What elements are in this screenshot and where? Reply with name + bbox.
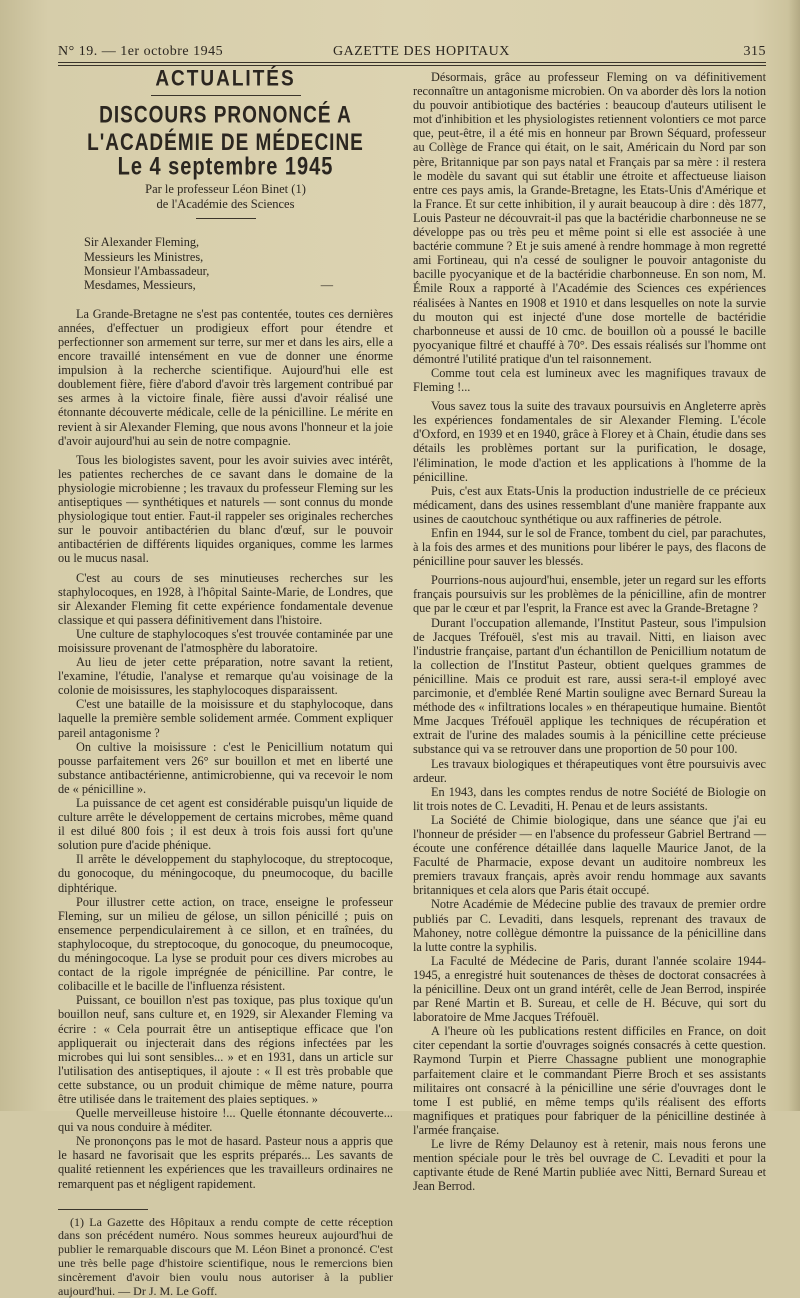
- end-rule: [540, 1068, 630, 1069]
- paragraph: Désormais, grâce au professeur Fleming on va définitivement reconnaître un antagonisme microbien. On va aborder dès lors la notion du pouvoir antibiotique des bactéries : beaucoup d'auteurs utilisent le mot d'inhibition et les physiologistes retiennent volontiers ce mot parce que, peut-être, il a été mis en honneur par Brown Séquard, professeur au Collège de France qui était, on le sait, Américain du Nord par son père, Britannique par son pays natal et Français par sa mère : il restera le modèle du savant qui sut établir une étroite et affectueuse liaison entre ces pays amis, la Grande-Bretagne, les Etats-Unis d'Amérique et la France. Et sur cette inhibition, il y aurait beaucoup à dire : dès 1877, Louis Pasteur ne découvrait-il pas que la bactéridie charbonneuse ne se développe pas ou très peu et même point si elle est associée à une bactérie commune ? Et je suis amené à rendre hommage à mon regretté ami Fortineau, qui n'a cessé de souligner le pouvoir antagoniste du bacille pyocyanique et de la bactéridie charbonneuse. En son nom, M. Émile Roux a rapporté à l'Académie des Sciences ces expériences réalisées à Nantes en 1908 et 1910 et dans lesquelles on note la survie du mouton qui est injecté d'une dose mortelle de bactéridie charbonneuse et aussi de 10 cmc. de bouillon où a poussé le bacille pyocyanique filtré et chauffé à 70°. Des essais réalisés sur l'homme ont démontré l'utilité pratique d'un tel raisonnement.: [413, 70, 766, 366]
- paragraph: Puis, c'est aux Etats-Unis la production industrielle de ce précieux médicament, dans des usines ressemblant d'une manière frappante aux usines de caoutchouc synthétique ou aux raffineries de pétrole.: [413, 483, 766, 526]
- header-rule-double: [58, 65, 766, 66]
- speech-date: Le 4 septembre 1945: [117, 153, 334, 181]
- byline-affiliation: de l'Académie des Sciences: [156, 197, 295, 212]
- byline-author: Par le professeur Léon Binet (1): [145, 182, 306, 197]
- salutation-line: Sir Alexander Fleming,: [84, 235, 200, 250]
- paragraph: Les travaux biologiques et thérapeutiques vont être poursuivis avec ardeur.: [413, 756, 766, 785]
- scan-edge-shadow: [788, 0, 800, 1111]
- paragraph: Durant l'occupation allemande, l'Institut Pasteur, sous l'impulsion de Jacques Tréfouël, s'est mis au travail. Nitti, en liaison avec l'industrie française, partant d'un échantillon de Penicillium notatum de la collection de l'Institut Pasteur, obtient quelques grammes de pénicilline. Mais ce produit est rare, aussi sera-t-il employé avec parcimonie, et d'emblée René Martin souligne avec Bernard Sureau la méthode des « infiltrations locales » en thérapeutique humaine. Bientôt Mme Jacques Tréfouël applique les techniques de récupération et extrait de l'urine des malades soumis à la pénicilline cette précieuse substance qui va se retrouver dans une proportion de 50 pour 100.: [413, 615, 766, 757]
- paragraph: Tous les biologistes savent, pour les avoir suivies avec intérêt, les patientes recherches de ce savant dans le domaine de la physiologie microbienne ; les travaux du professeur Fleming sur les antiseptiques — synthétiques et naturels — sont connus du monde physiologique tout entier. Faut-il rappeler ses originales recherches sur le pouvoir antibactérien du blanc d'œuf, sur le pouvoir antibactérien de différents liquides organiques, comme les larmes ou le mucus nasal.: [58, 452, 393, 566]
- running-header: [58, 44, 766, 64]
- paragraph: La Société de Chimie biologique, dans une séance que j'ai eu l'honneur de présider — en l'absence du professeur Gabriel Bertrand — écoute une conférence détaillée dans laquelle Maurice Janot, de la Faculté de Pharmacie, expose devant un auditoire nombreux les premiers travaux français, après avoir rendu hommage aux savants britanniques et cela alors que Paris était occupé.: [413, 812, 766, 898]
- paragraph: A l'heure où les publications restent difficiles en France, on doit citer cependant la sortie d'ouvrages soignés consacrés à cette question. Raymond Turpin et Pierre Chassagne publient une monographie parfaitement claire et le commandant Pierre Broch et ses assistants militaires ont consacré à la pénicilline une série d'ouvrages dont le tome I est publié, en même temps qu'ils réalisent des efforts magnifiques et pratiques pour fabriquer de la pénicilline destinée à l'armée française.: [413, 1024, 766, 1137]
- salutation-line: Messieurs les Ministres,: [84, 249, 204, 264]
- salutation-line: Mesdames, Messieurs, —: [84, 278, 333, 293]
- paragraph: Notre Académie de Médecine publie des travaux de premier ordre publiés par C. Levaditi, dans lesquels, reprenant des travaux de Mahoney, notre collègue démontre la puissance de la pénicilline dans la lutte contre la syphilis.: [413, 897, 766, 954]
- salutation: [58, 235, 393, 293]
- paragraph: C'est au cours de ses minutieuses recherches sur les staphylocoques, en 1928, à l'hôpital Sainte-Marie, de Londres, que sir Alexander Fleming fit cette expérience fondamentale devenue classique et qui passera définitivement dans l'histoire.: [58, 570, 393, 627]
- page-number: 315: [743, 44, 766, 59]
- paragraph: Pourrions-nous aujourd'hui, ensemble, jeter un regard sur les efforts français poursuivis sur les problèmes de la pénicilline, afin de montrer que par le cœur et par l'esprit, la France est avec la Grande-Bretagne ?: [413, 573, 766, 616]
- paragraph: La Grande-Bretagne ne s'est pas contentée, toutes ces dernières années, d'effectuer un prodigieux effort pour étendre et perfectionner son armement sur terre, sur mer et dans les airs, elle a encore travaillé intensément en vue de donner une énorme impulsion à la recherche scientifique. Aujourd'hui elle est doublement fière, fière d'abord d'avoir très largement contribué par ses armes à la victoire finale, fière aussi d'avoir réalisé une étonnante découverte médicale, celle de la pénicilline. Le mérite en revient à sir Alexander Fleming, que nous avons l'honneur et la joie d'avoir aujourd'hui au sein de notre compagnie.: [58, 306, 393, 448]
- footnote: [58, 1216, 393, 1298]
- paragraph: La Faculté de Médecine de Paris, durant l'année scolaire 1944-1945, a enregistré huit soutenances de thèses de doctorat consacrées à la pénicilline. Deux ont un grand intérêt, celle de Jean Berrod, inspirée par René Martin et B. Sureau, et celle de H. Bécuve, qui sort du laboratoire de Mme Jacques Tréfouël.: [413, 953, 766, 1025]
- paragraph: Quelle merveilleuse histoire !... Quelle étonnante découverte... qui va nous conduire à méditer.: [58, 1106, 393, 1135]
- footnote-rule: [58, 1209, 148, 1210]
- footnote-text: (1) La Gazette des Hôpitaux a rendu compte de cette réception dans son précédent numéro. Nous sommes heureux aujourd'hui de publier le remarquable discours que M. Léon Binet a prononcé. C'est une très belle page d'histoire scientifique, nous le remercions bien sincèrement d'avoir bien voulu nous autoriser à la publier aujourd'hui. — Dr J. M. Le Goff.: [58, 1214, 393, 1298]
- paragraph: Puissant, ce bouillon n'est pas toxique, pas plus toxique qu'un bouillon neuf, sans culture et, en 1929, sir Alexander Fleming va écrire : « Cela pourrait être un antiseptique efficace que l'on appliquerait ou injecterait dans des régions infectées par les microbes qui lui sont sensibles... » et en 1931, dans un article sur l'utilisation des antiseptiques, il ajoute : « Il est très probable que cette substance, ou un produit chimique de même nature, pourra être utilisée dans le traitement des plaies septiques. »: [58, 993, 393, 1106]
- left-column: [58, 67, 393, 1298]
- paragraph: En 1943, dans les comptes rendus de notre Société de Biologie on lit trois notes de C. Levaditi, H. Penau et de leurs assistants.: [413, 784, 766, 813]
- paragraph: Comme tout cela est lumineux avec les magnifiques travaux de Fleming !...: [413, 365, 766, 395]
- paragraph: Le livre de Rémy Delaunoy est à retenir, mais nous ferons une mention spéciale pour le très bel ouvrage de C. Levaditi et pour la captivante étude de René Martin publiée avec Nitti, Bernard Sureau et Jean Berrod.: [413, 1137, 766, 1194]
- byline-rule: [196, 218, 256, 219]
- paragraph: Pour illustrer cette action, on trace, enseigne le professeur Fleming, sur un milieu de gélose, un sillon pénicillé ; puis on ensemence perpendiculairement à ce sillon, et en traînées, du staphylocoque, du streptocoque, du gonocoque, du pneumocoque, du méningocoque. La lyse se produit pour ces divers microbes au contact de la rigole imprégnée de pénicilline. Par contre, le colibacille et le bacille de l'influenza résistent.: [58, 894, 393, 994]
- paragraph: Enfin en 1944, sur le sol de France, tombent du ciel, par parachutes, à la fois des armes et des munitions pour libérer le pays, des flacons de pénicilline pour sauver les blessés.: [413, 526, 766, 569]
- speech-title: DISCOURS PRONONCÉ A L'ACADÉMIE DE MÉDECINE: [87, 102, 364, 157]
- paragraph: C'est une bataille de la moisissure et du staphylocoque, dans laquelle la première semble solidement armée. Comment expliquer pareil antagonisme ?: [58, 697, 393, 740]
- salutation-dash: —: [320, 278, 333, 293]
- paragraph: Au lieu de jeter cette préparation, notre savant la retient, l'examine, l'étudie, l'analyse et remarque qu'au voisinage de la colonie de moisissures, les staphylocoques disparaissent.: [58, 655, 393, 698]
- paragraph: Il arrête le développement du staphylocoque, du streptocoque, du gonocoque, du méningocoque, du pneumocoque, du bacille diphtérique.: [58, 852, 393, 895]
- section-title: ACTUALITÉS: [155, 67, 296, 92]
- right-column: [413, 70, 766, 1194]
- issue-date: N° 19. — 1er octobre 1945: [58, 44, 224, 59]
- paragraph: Une culture de staphylocoques s'est trouvée contaminée par une moisissure provenant de l'atmosphère du laboratoire.: [58, 626, 393, 655]
- salutation-line: Monsieur l'Ambassadeur,: [84, 264, 210, 278]
- paragraph: Ne prononçons pas le mot de hasard. Pasteur nous a appris que le hasard ne favorisait que les esprits préparés... Les savants de qualité retiennent les expériences que les travailleurs ordinaires ne remarquent pas et négligent rapidement.: [58, 1134, 393, 1191]
- header-rule: [58, 62, 766, 63]
- paragraph: On cultive la moisissure : c'est le Penicillium notatum qui pousse parfaitement vers 26° sur bouillon et met en liberté une substance antibactérienne, antimicrobienne, qui va recevoir le nom de « pénicilline ».: [58, 739, 393, 796]
- section-rule: [151, 95, 301, 96]
- journal-name: GAZETTE DES HOPITAUX: [333, 44, 510, 59]
- paragraph: La puissance de cet agent est considérable puisqu'un liquide de culture arrête le développement de certains microbes, même quand il est dilué 800 fois ; il est deux à trois fois aussi fort qu'une solution pure d'acide phénique.: [58, 796, 393, 853]
- paragraph: Vous savez tous la suite des travaux poursuivis en Angleterre après les expériences fondamentales de sir Alexander Fleming. L'école d'Oxford, en 1939 et en 1940, grâce à Florey et à Chain, étudie dans ses détails les problèmes portant sur la purification, le dosage, l'élimination, le mode d'action et les applications à l'homme de la pénicilline.: [413, 399, 766, 484]
